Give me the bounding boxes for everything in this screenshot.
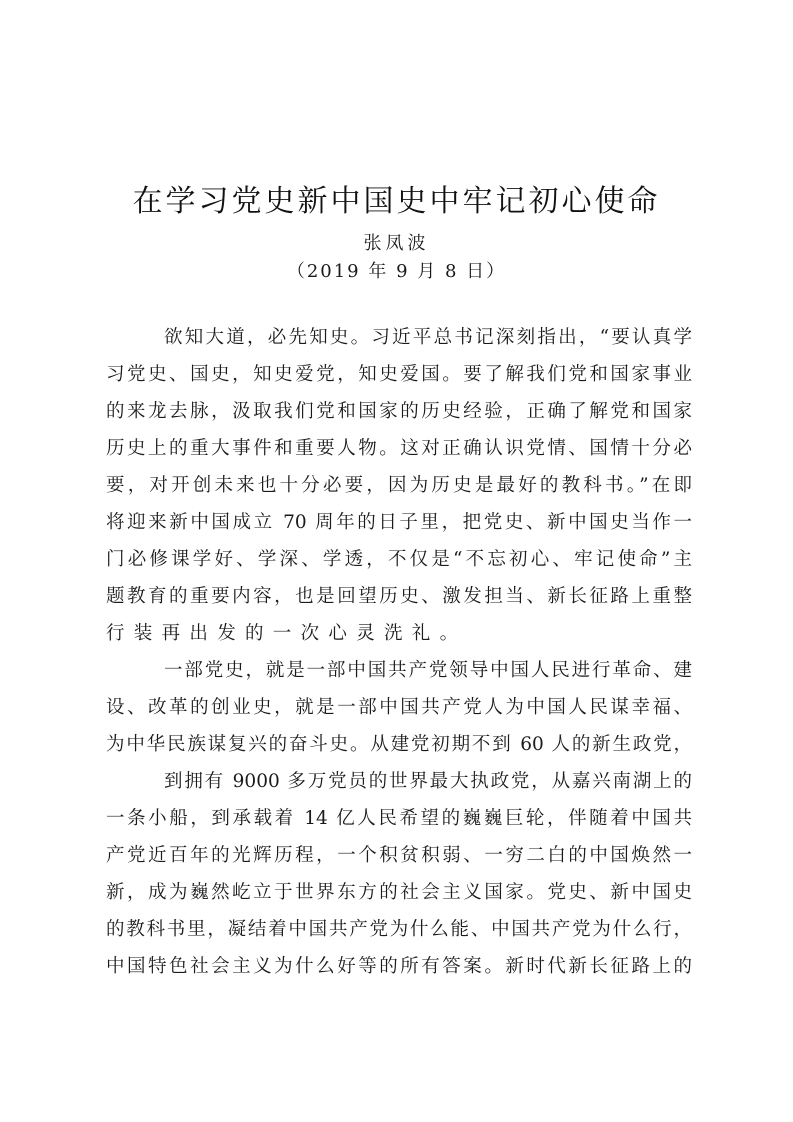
text-line: 一部党史，就是一部中国共产党领导中国人民进行革命、建 — [164, 660, 692, 681]
text-line: 到拥有 9000 多万党员的世界最大执政党，从嘉兴南湖上的 — [164, 771, 692, 792]
text-line: 行装再出发的一次心灵洗礼。 — [106, 623, 468, 644]
author-name: 张凤波 — [363, 233, 430, 254]
text-line: 新，成为巍然屹立于世界东方的社会主义国家。党史、新中国史 — [106, 882, 692, 903]
article-title: 在学习党史新中国史中牢记初心使命 — [132, 184, 661, 219]
text-line: 设、改革的创业史，就是一部中国共产党人为中国人民谋幸福、 — [106, 697, 692, 718]
text-line: 要，对开创未来也十分必要，因为历史是最好的教科书。”在即 — [106, 475, 692, 496]
text-line: 题教育的重要内容，也是回望历史、激发担当、新长征路上重整 — [106, 586, 692, 607]
text-line: 中国特色社会主义为什么好等的所有答案。新时代新长征路上的 — [106, 956, 692, 977]
text-line: 为中华民族谋复兴的奋斗史。从建党初期不到 60 人的新生政党， — [106, 734, 692, 755]
text-line: 的来龙去脉，汲取我们党和国家的历史经验，正确了解党和国家 — [106, 401, 692, 422]
text-line: 习党史、国史，知史爱党，知史爱国。要了解我们党和国家事业 — [106, 364, 692, 385]
text-line: 的教科书里，凝结着中国共产党为什么能、中国共产党为什么行， — [106, 919, 692, 940]
text-line: 门必修课学好、学深、学透，不仅是“不忘初心、牢记使命”主 — [106, 549, 692, 570]
article-date: （2019 年 9 月 8 日） — [286, 261, 507, 282]
article-body — [106, 319, 692, 985]
paragraph-1 — [106, 319, 692, 652]
paragraph-2 — [106, 652, 692, 763]
text-line: 将迎来新中国成立 70 周年的日子里，把党史、新中国史当作一 — [106, 512, 692, 533]
paragraph-3 — [106, 763, 692, 985]
text-line: 历史上的重大事件和重要人物。这对正确认识党情、国情十分必 — [106, 438, 692, 459]
text-line: 欲知大道，必先知史。习近平总书记深刻指出，“要认真学 — [164, 327, 692, 348]
text-line: 一条小船，到承载着 14 亿人民希望的巍巍巨轮，伴随着中国共 — [106, 808, 692, 829]
text-line: 产党近百年的光辉历程，一个积贫积弱、一穷二白的中国焕然一 — [106, 845, 692, 866]
